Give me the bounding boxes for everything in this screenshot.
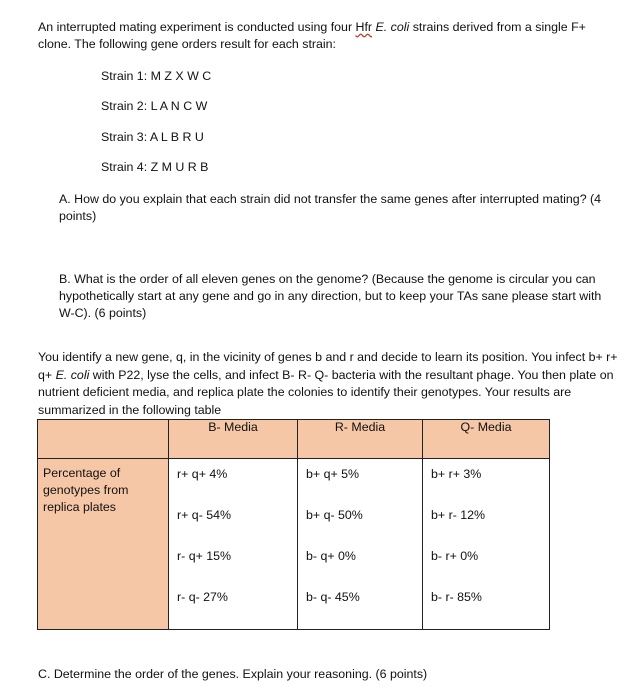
strain-2: Strain 2: L A N C W <box>101 99 208 113</box>
paragraph-ecoli: E. coli <box>55 367 90 382</box>
b-media-value: r+ q+ 4% <box>177 467 228 481</box>
strain-4: Strain 4: Z M U R B <box>101 160 209 174</box>
b-media-value: r- q- 27% <box>177 590 228 604</box>
row-label: Percentage of genotypes from replica plates <box>38 459 169 630</box>
q-media-value: b- r- 85% <box>431 590 482 604</box>
q-media-value: b- r+ 0% <box>431 549 479 563</box>
question-b: B. What is the order of all eleven genes on the genome? (Because the genome is circular you can hypothetically start at any gene and go in any direction, but to keep your TAs sane please start with W-C). (6 points) <box>59 272 602 320</box>
b-media-cell <box>169 459 298 630</box>
b-media-value: r+ q- 54% <box>177 508 232 522</box>
results-table <box>37 419 550 630</box>
question-c: C. Determine the order of the genes. Explain your reasoning. (6 points) <box>38 667 428 681</box>
hfr-word: Hfr <box>355 20 373 34</box>
q-media-cell <box>423 459 550 630</box>
r-media-value: b- q+ 0% <box>306 549 356 563</box>
strain-3: Strain 3: A L B R U <box>101 130 204 144</box>
transduction-paragraph <box>38 349 624 419</box>
paragraph-part-2: with P22, lyse the cells, and infect B- R- Q- bacteria with the resultant phage. You then plate on nutrient deficient media, and replica plate the colonies to identify their genotypes. Your results are summarized in the following table <box>38 367 614 417</box>
intro-text-pre: An interrupted mating experiment is conducted using four <box>38 20 356 34</box>
header-corner <box>38 420 169 459</box>
r-media-cell <box>298 459 423 630</box>
intro-paragraph <box>38 19 618 53</box>
table-data-row <box>38 459 550 630</box>
b-media-value: r- q+ 15% <box>177 549 232 563</box>
question-a: A. How do you explain that each strain did not transfer the same genes after interrupted mating? (4 points) <box>59 192 602 223</box>
q-media-value: b+ r- 12% <box>431 508 486 522</box>
header-b-media: B- Media <box>169 420 298 459</box>
table-header-row <box>38 420 550 459</box>
r-media-value: b- q- 45% <box>306 590 360 604</box>
header-q-media: Q- Media <box>423 420 550 459</box>
paragraph-part-1: You identify a new gene, q, in the vicinity of genes b and r and decide to learn its position. You infect b+ r+ q+ <box>38 350 618 382</box>
intro-text-post: strains derived from a single F+ clone. The following gene orders result for each strain: <box>38 20 586 51</box>
ecoli-italic: E. coli <box>372 20 410 34</box>
q-media-value: b+ r+ 3% <box>431 467 482 481</box>
r-media-value: b+ q- 50% <box>306 508 363 522</box>
header-r-media: R- Media <box>298 420 423 459</box>
r-media-value: b+ q+ 5% <box>306 467 360 481</box>
strain-1: Strain 1: M Z X W C <box>101 69 212 83</box>
